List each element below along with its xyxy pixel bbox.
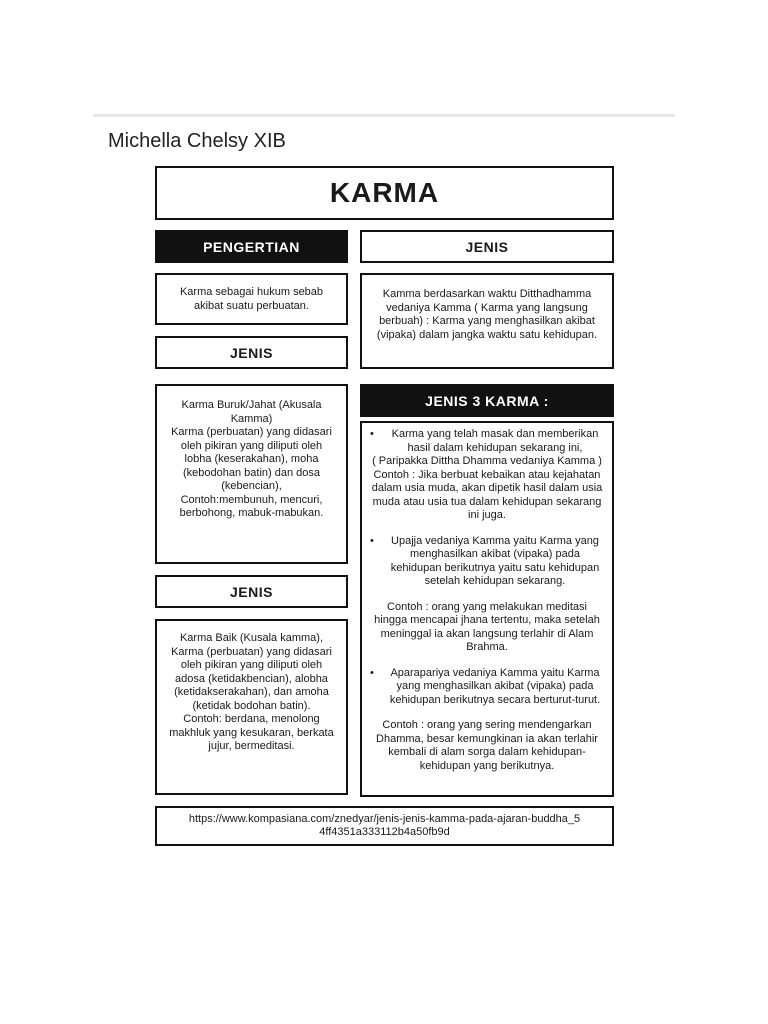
karma-baik-example: Contoh: berdana, menolong makhluk yang kesukaran, berkata jujur, bermeditasi. [169,713,334,752]
pengertian-header: PENGERTIAN [155,230,348,263]
jenis-waktu-box [360,273,614,369]
karma-item-1 [370,428,604,455]
source-link-box[interactable] [155,806,614,846]
karma-buruk-line: Karma Buruk/Jahat (Akusala Kamma) [181,399,322,425]
karma-buruk-definition: Karma (perbuatan) yang didasari oleh pikiran yang diliputi oleh lobha (keserakahan), moha (kebodohan batin) dan dosa (kebencian), [171,426,332,492]
bullet-dot: • [370,666,374,679]
bullet-dot: • [370,534,374,547]
jenis-buruk-header: JENIS [155,336,348,369]
source-url-link[interactable]: https://www.kompasiana.com/znedyar/jenis-jenis-kamma-pada-ajaran-buddha_54ff4351a333112b4a50fb9d [188,812,581,838]
top-divider [93,114,675,117]
karma-item-2 [370,535,604,589]
karma-item-3-example: Contoh : orang yang sering mendengarkan Dhamma, besar kemungkinan ia akan terlahir kembali di alam sorga dalam kehidupan-kehidupan yang berikutnya. [376,719,598,772]
jenis-buruk-box [155,384,348,564]
karma-item-1-example: Contoh : Jika berbuat kebaikan atau kejahatan dalam usia muda, akan dipetik hasil dalam usia muda atau usia tua dalam kehidupan sekarang ini juga. [371,468,603,521]
karma-item-2-text: Upajja vedaniya Kamma yaitu Karma yang menghasilkan akibat (vipaka) pada kehidupan berikutnya yaitu satu kehidupan setelah kehidupan sekarang. [390,534,600,587]
jenis-3-karma-header: JENIS 3 KARMA : [360,384,614,417]
jenis-3-karma-box [360,421,614,797]
karma-buruk-example: Contoh:membunuh, mencuri, berbohong, mabuk-mabukan. [179,493,324,519]
page-title: KARMA [155,166,614,220]
jenis-waktu-text: Kamma berdasarkan waktu Ditthadhamma vedaniya Kamma ( Karma yang langsung berbuah) : Karma yang menghasilkan akibat (vipaka) dalam jangka waktu satu kehidupan. [376,288,598,341]
karma-item-1-pali: ( Paripakka Dittha Dhamma vedaniya Kamma ) [372,455,602,467]
jenis-baik-box [155,619,348,795]
author-name: Michella Chelsy XIB [108,130,286,152]
karma-item-1-text: Karma yang telah masak dan memberikan hasil dalam kehidupan sekarang ini, [391,428,599,454]
jenis-baik-header: JENIS [155,575,348,608]
karma-item-3 [370,667,604,708]
bullet-dot: • [370,428,374,440]
jenis-waktu-header: JENIS [360,230,614,263]
karma-baik-line: Karma Baik (Kusala kamma), [179,632,324,644]
pengertian-box [155,273,348,325]
pengertian-text: Karma sebagai hukum sebab akibat suatu perbuatan. [179,286,324,312]
karma-item-3-text: Aparapariya vedaniya Kamma yaitu Karma yang menghasilkan akibat (vipaka) pada kehidupan berikutnya secara berturut-turut. [389,666,601,706]
karma-item-2-example: Contoh : orang yang melakukan meditasi hingga mencapai jhana tertentu, maka setelah meninggal ia akan langsung terlahir di Alam Brahma. [374,600,600,653]
karma-baik-definition: Karma (perbuatan) yang didasari oleh pikiran yang diliputi oleh adosa (ketidakbencian), alobha (ketidakserakahan), dan amoha (ketidak bodohan batin). [171,645,332,712]
